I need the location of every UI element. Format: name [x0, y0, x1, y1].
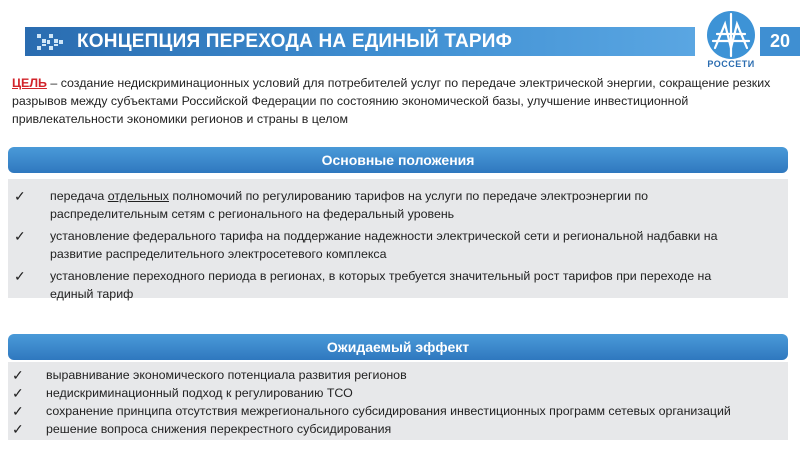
- goal-label: ЦЕЛЬ: [12, 76, 47, 90]
- checkmark-icon: ✓: [14, 228, 26, 244]
- list-item: [12, 402, 768, 420]
- item-text: сохранение принципа отсутствия межрегионального субсидирования инвестиционных программ сетевых организаций: [46, 404, 731, 418]
- checkmark-icon: ✓: [14, 188, 26, 204]
- checkmark-icon: ✓: [12, 385, 24, 401]
- checkmark-icon: ✓: [14, 268, 26, 284]
- item-text: передача: [50, 189, 108, 203]
- list-item: [14, 187, 748, 223]
- checkmark-icon: ✓: [12, 421, 24, 437]
- goal-paragraph: [12, 74, 772, 128]
- main-provisions-header: Основные положения: [8, 147, 788, 173]
- item-text: установление федерального тарифа на поддержание надежности электрической сети и региональной надбавки на развитие распределительного электросетевого комплекса: [50, 229, 718, 261]
- expected-effect-box: [8, 362, 788, 440]
- list-item: [12, 384, 768, 402]
- list-item: [12, 420, 768, 438]
- goal-text: – создание недискриминационных условий для потребителей услуг по передаче электрической энергии, сокращение резких разрывов между субъектами Российской Федерации по состоянию экономической базы, улучшение инвестиционной привлекательности экономики регионов и страны в целом: [12, 76, 771, 126]
- title-banner: [25, 27, 695, 56]
- page-title: КОНЦЕПЦИЯ ПЕРЕХОДА НА ЕДИНЫЙ ТАРИФ: [77, 31, 513, 52]
- expected-effect-header: Ожидаемый эффект: [8, 334, 788, 360]
- list-item: [14, 227, 748, 263]
- item-text: недискриминационный подход к регулированию ТСО: [46, 386, 353, 400]
- checkmark-icon: ✓: [12, 367, 24, 383]
- main-provisions-box: [8, 179, 788, 301]
- item-underlined-text: отдельных: [107, 189, 169, 203]
- checkmark-icon: ✓: [12, 403, 24, 419]
- main-provisions-list: [8, 179, 788, 303]
- item-text: выравнивание экономического потенциала развития регионов: [46, 368, 407, 382]
- item-text: полномочий по регулированию тарифов на услуги по передаче электроэнергии по распределительным сетям с регионального на федеральный уровень: [50, 189, 649, 221]
- logo-wordmark: РОССЕТИ: [707, 59, 755, 69]
- list-item: [12, 366, 768, 384]
- item-text: решение вопроса снижения перекрестного субсидирования: [46, 422, 392, 436]
- expected-effect-list: [8, 362, 788, 438]
- list-item: [14, 267, 748, 303]
- item-text: установление переходного периода в регионах, в которых требуется значительный рост тарифов при переходе на единый тариф: [50, 269, 712, 301]
- double-chevron-right-icon: [35, 32, 67, 52]
- page-number: 20: [760, 27, 800, 56]
